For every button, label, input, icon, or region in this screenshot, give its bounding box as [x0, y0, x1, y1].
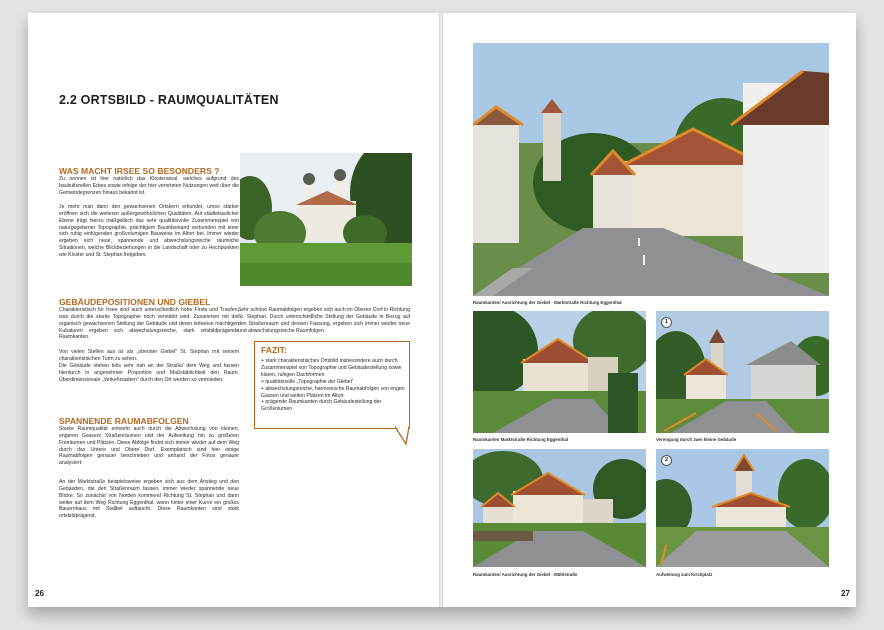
heading-raumabfolgen: SPANNENDE RAUMABFOLGEN — [59, 416, 189, 426]
paragraph-strasse: Die Gebäude stehen teils sehr nah an der Straße/ dem Weg und fassen hierdurch in angenehmer Proportion und Maßstäblichkeit den Raum. Überdimensionale „Verkehrsadern“ durch den Ort werden so vermieden. — [59, 363, 239, 383]
fazit-title: FAZIT: — [261, 345, 287, 355]
paragraph-oberes-dorf: Sehr schöne Raumabfolgen ergeben sich auch im Oberen Dorf in Richtung St. Stephan. Durch unterschiedliche Stellung der Gebäude in Bezug auf den Straßenraum und dessen Fassung, ergeben sich immer wieder neue und abwechslungsreiche Raumfolgen. — [238, 307, 410, 334]
speech-bubble-tail — [395, 426, 411, 446]
photo-badge-2: 2 — [661, 455, 672, 466]
paragraph-marktstrasse: An der Marktstraße beispielsweise ergeben sich aus dem Anstieg und den Gebäuden, die den Straßenraum fassen, immer wieder spannende neue Blicke. So zunächst von Norden kommend Richtung St. Stephan und dann weiter auf dem Weg Richtung Eggenthal, wenn hinter einer Kurve ein großes Bauernhaus mit Stallteil auftaucht. Diese Raumkanten sind stark ortsbildprägend. — [59, 479, 239, 520]
photo-marktstrasse-eggenthal — [473, 311, 646, 433]
fazit-item: + abwechslungsreiche, harmonische Raumabfolgen von engen Gassen und weiten Plätzen im Altort — [261, 385, 405, 399]
fazit-box — [254, 341, 410, 429]
photo-kloster-irsee — [240, 153, 412, 286]
left-page — [28, 13, 439, 607]
paragraph-abwechslung: Starke Raumqualität entsteht auch durch die Abwechslung von kleinen, engeren Gassen/ Straßenräumen und der Aufweitung hin zu größeren Freiräumen und Plätzen. Diese Abfolge findet sich immer wieder auf dem Weg durch das Untere und Obere Dorf. Exemplarisch sind hier einige Raumabfolgen genauer beschrieben und anhand der Fotos genauer analysiert: — [59, 426, 239, 467]
photo-marktstrasse-large — [473, 43, 829, 296]
book-spread — [28, 13, 856, 607]
photo-muehlstrasse — [473, 449, 646, 567]
paragraph-st-stephan: Von vielen Stellen aus ist als „oberster Giebel“ St. Stephan mit seinem charakteristischen Turm zu sehen. — [59, 349, 239, 362]
fazit-item: + prägende Raumkanten durch Gebäudestellung der Großvolumen — [261, 399, 382, 413]
heading-giebel: GEBÄUDEPOSITIONEN UND GIEBEL — [59, 297, 211, 307]
photo-badge-1: 1 — [661, 317, 672, 328]
paragraph-intro: Zu nennen ist hier natürlich das Klosterareal, welches aufgrund des baukulturellen Erbes sowie infolge der hier verorteten Nutzungen weit über die Gemeindegrenzen hinaus bekannt ist. — [59, 176, 239, 196]
fazit-item: + stark charakteristisches Ortsbild insbesondere auch durch Zusammenspiel von Topographie und Gebäudestellung sowie klaren, ruhigen Dachformen — [261, 358, 402, 378]
caption-mid-right: Verengung durch zwei kleine Gebäude — [656, 437, 737, 442]
fazit-list — [261, 358, 405, 413]
caption-bottom-left: Raumkanten/ Ausrichtung der Giebel - Mühlstraße — [473, 572, 578, 577]
right-page — [443, 13, 856, 607]
photo-kirchplatz — [656, 449, 829, 567]
page-number-left: 26 — [35, 589, 44, 598]
caption-bottom-right: Aufweitung zum Kirchplatz — [656, 572, 713, 577]
page-number-right: 27 — [841, 589, 850, 598]
section-title: 2.2 ORTSBILD - RAUMQUALITÄTEN — [59, 93, 279, 107]
paragraph-qualitaeten: Je mehr man dann den gewachsenen Ortskern erkundet, umso stärker eröffnen sich die weiteren außergewöhnlichen Qualitäten. Auf städtebaulicher Ebene trägt hierzu maßgeblich das sehr qualitätsvolle Zusammenspiel von naturgegebener Topographie, prächtigem Baumbestand verbunden mit einer sich ruhig einfügenden großvolumigen Bauweise im Altort bei. Immer wieder ergeben sich neue, spannende und abwechslungsreiche räumliche Situationen, welche Blickbeziehungen in die Landschaft oder zu Hochpunkten wie Kloster und St. Stephan freigeben. — [59, 204, 239, 258]
heading-besonders: WAS MACHT IRSEE SO BESONDERS ? — [59, 166, 220, 176]
caption-top: Raumkanten/ Ausrichtung der Giebel - Marktstraße Richtung Eggenthal — [473, 300, 622, 305]
photo-verengung — [656, 311, 829, 433]
caption-mid-left: Raumkanten Marktstraße Richtung Eggenthal — [473, 437, 569, 442]
paragraph-firste: Charakteristisch für Irsee sind auch unterschiedlich hohe Firste und Traufen, was durch die starke Topographie noch verstärkt wird. Zusammen mit der organisch gewachsenen Stellung der Gebäude und deren teilweise mächtigen Kubaturen ergeben sich abwechslungsreiche, stark ortsbildprägende Raumkanten. — [59, 307, 239, 341]
fazit-item: > qualitätsvolle „Topographie der Giebel“ — [261, 378, 354, 385]
